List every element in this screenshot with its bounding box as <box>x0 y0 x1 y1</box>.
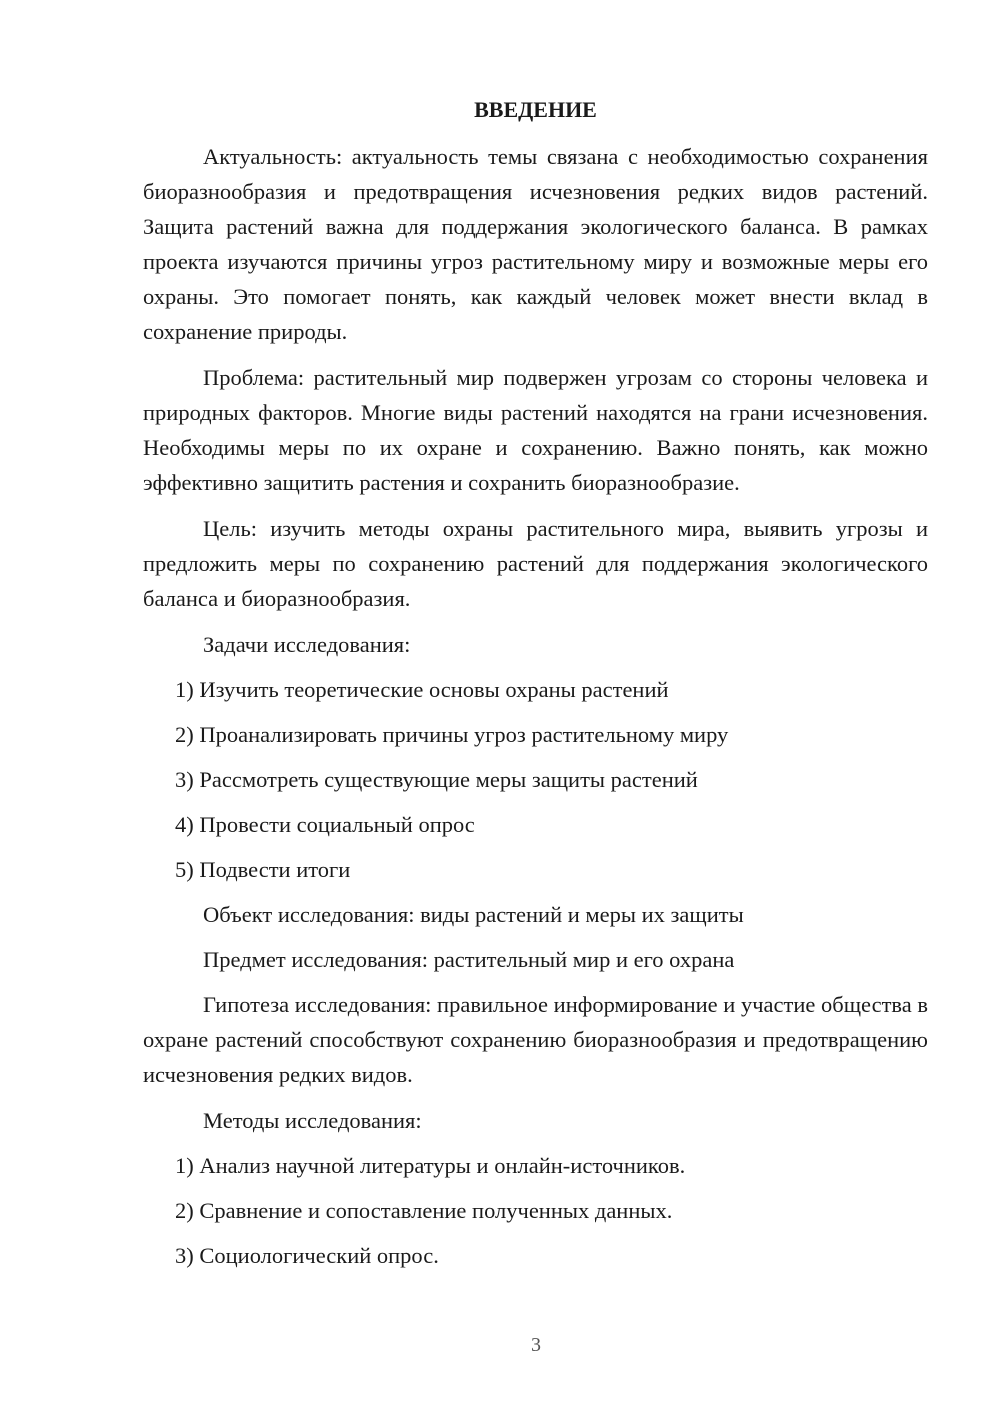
method-item: 1) Анализ научной литературы и онлайн-источников. <box>175 1153 686 1178</box>
method-item: 2) Сравнение и сопоставление полученных данных. <box>175 1198 673 1223</box>
document-page <box>143 92 928 1283</box>
relevance-paragraph: Актуальность: актуальность темы связана с необходимостью сохранения биоразнообразия и предотвращения исчезновения редких видов растений. Защита растений важна для поддержания экологического баланса. В рамках проекта изучаются причины угроз растительному миру и возможные меры его охраны. Это помогает понять, как каждый человек может внести вклад в сохранение природы. <box>143 144 928 344</box>
section-heading: ВВЕДЕНИЕ <box>474 97 597 122</box>
task-item: 4) Провести социальный опрос <box>175 812 475 837</box>
tasks-heading: Задачи исследования: <box>203 632 411 657</box>
page-number: 3 <box>531 1334 541 1356</box>
method-item: 3) Социологический опрос. <box>175 1243 439 1268</box>
goal-paragraph: Цель: изучить методы охраны растительного мира, выявить угрозы и предложить меры по сохранению растений для поддержания экологического баланса и биоразнообразия. <box>143 516 928 611</box>
methods-heading: Методы исследования: <box>203 1108 422 1133</box>
hypothesis-paragraph: Гипотеза исследования: правильное информирование и участие общества в охране растений способствуют сохранению биоразнообразия и предотвращению исчезновения редких видов. <box>143 992 928 1087</box>
research-object: Объект исследования: виды растений и меры их защиты <box>203 902 744 927</box>
task-item: 3) Рассмотреть существующие меры защиты растений <box>175 767 698 792</box>
task-item: 1) Изучить теоретические основы охраны растений <box>175 677 669 702</box>
task-item: 5) Подвести итоги <box>175 857 351 882</box>
task-item: 2) Проанализировать причины угроз растительному миру <box>175 722 729 747</box>
problem-paragraph: Проблема: растительный мир подвержен угрозам со стороны человека и природных факторов. Многие виды растений находятся на грани исчезновения. Необходимы меры по их охране и сохранению. Важно понять, как можно эффективно защитить растения и сохранить биоразнообразие. <box>143 365 928 495</box>
research-subject: Предмет исследования: растительный мир и его охрана <box>203 947 735 972</box>
